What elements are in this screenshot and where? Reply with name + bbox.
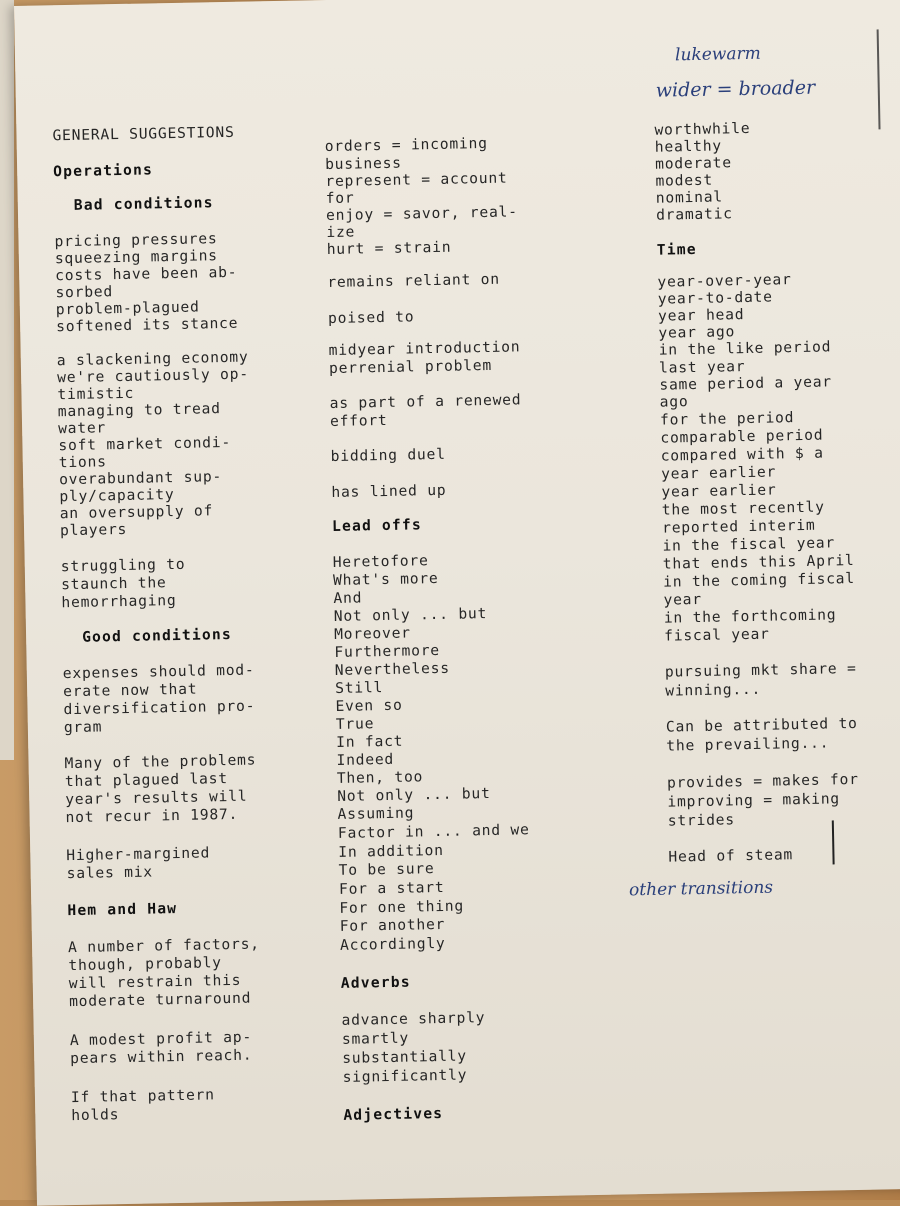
margin-pencil-line [877,29,881,129]
text-line: that plagued last [64,770,229,791]
text-line: effort [329,411,388,431]
text-line: healthy [654,137,723,156]
section-heading: Lead offs [331,516,423,535]
text-line: in the forthcoming [663,606,837,627]
text-line: sorbed [55,283,114,302]
text-line: strides [667,811,736,830]
text-line: dramatic [655,205,733,224]
text-line: remains reliant on [327,270,501,292]
text-line: Moreover [333,624,411,643]
text-line: will restrain this [68,971,242,993]
text-line: problem-plagued [55,298,200,319]
text-line: year-over-year [657,271,792,291]
text-line: staunch the [60,574,167,594]
text-line: And [333,589,363,607]
text-line: What's more [332,569,439,589]
text-line: orders = incoming [324,134,488,156]
text-line: Not only ... but [333,605,488,625]
text-line: ize [326,223,356,242]
text-line: hurt = strain [326,238,452,259]
text-line: To be sure [338,860,435,879]
text-line: has lined up [331,481,447,501]
text-line: year's results will [65,787,248,809]
text-line: an oversupply of [59,502,214,523]
text-line: soft market condi- [58,433,232,455]
text-line: in the fiscal year [662,534,836,555]
text-line: Not only ... but [337,784,491,805]
text-line: managing to tread [57,400,221,421]
text-line: pricing pressures [54,230,218,251]
section-heading: Bad conditions [53,194,214,215]
text-line: Assuming [337,804,415,823]
text-line: though, probably [68,954,222,975]
handwritten-note-other-transitions: other transitions [628,877,774,901]
text-line: ply/capacity [59,486,175,506]
text-line: significantly [342,1066,468,1086]
text-line: year earlier [660,463,777,483]
text-line: GENERAL SUGGESTIONS [52,123,235,145]
text-line: comparable period [660,426,824,447]
underlying-sheet [0,0,14,760]
text-line: in the coming fiscal [663,569,856,591]
text-line: Nevertheless [334,659,451,679]
text-line: Many of the problems [64,751,257,773]
text-line: Higher-margined [66,844,211,865]
text-line: poised to [327,308,415,328]
text-line: In addition [338,841,444,861]
text-line: True [335,715,375,733]
text-line: Furthermore [334,641,441,661]
section-heading: Good conditions [61,625,233,647]
section-heading: Adjectives [343,1104,444,1124]
text-line: enjoy = savor, real- [325,203,518,225]
text-line: sales mix [66,863,154,883]
text-line: Indeed [336,750,395,769]
text-line: Accordingly [339,934,446,954]
text-line: the most recently [661,498,825,519]
text-line: erate now that [63,680,198,701]
text-line: A number of factors, [67,935,260,957]
text-line: advance sharply [341,1009,486,1029]
text-line: A modest profit ap- [69,1028,253,1050]
text-line: costs have been ab- [55,263,238,285]
text-line: a slackening economy [56,348,249,370]
text-line: overabundant sup- [58,468,223,489]
text-line: expenses should mod- [62,661,255,683]
text-line: year [663,590,703,609]
text-line: holds [71,1106,120,1125]
text-line: tions [58,453,107,472]
text-line: timistic [57,384,135,404]
text-line: reported interim [661,516,816,537]
text-line: Can be attributed to [665,714,858,736]
text-line: the prevailing... [666,734,830,755]
text-line: moderate turnaround [68,989,252,1011]
text-line: pears within reach. [70,1046,253,1068]
text-line: as part of a renewed [329,391,522,413]
text-line: compared with $ a [660,444,824,465]
text-line: we're cautiously op- [56,365,250,387]
document-page [14,0,900,1206]
text-line: Then, too [336,768,424,787]
text-line: same period a year [659,373,833,394]
text-line: Even so [335,696,403,715]
text-line: midyear introduction [328,338,521,360]
text-line: struggling to [60,555,186,576]
text-line: improving = making [667,790,841,811]
text-line: hemorrhaging [61,591,177,612]
text-line: Head of steam [668,846,794,866]
handwritten-note-lukewarm: lukewarm [674,43,761,66]
section-heading: Adverbs [340,973,411,992]
text-line: softened its stance [56,314,239,336]
handwritten-note-wider-broader: wider = broader [655,76,816,102]
section-heading: Time [656,240,697,259]
text-line: perrenial problem [328,356,493,378]
text-line: represent = account [325,169,508,191]
text-line: nominal [655,188,724,207]
text-line: for [325,189,355,208]
text-line: year ago [658,323,736,342]
text-line: gram [63,718,103,737]
text-line: that ends this April [662,551,855,573]
text-line: year earlier [661,481,777,501]
text-line: last year [658,358,746,377]
text-line: year head [657,306,745,325]
text-line: bidding duel [330,445,446,466]
text-line: not recur in 1987. [65,805,239,827]
text-line: modest [655,171,714,190]
text-line: For another [339,915,446,935]
text-line: pursuing mkt share = [664,659,857,681]
text-line: squeezing margins [54,247,218,268]
text-line: players [59,520,128,540]
text-line: Factor in ... and we [337,821,530,842]
text-line: Still [334,679,384,697]
text-line: If that pattern [70,1086,215,1107]
section-heading: Operations [53,161,154,181]
text-line: diversification pro- [63,697,256,719]
text-line: In fact [336,732,404,751]
text-line: winning... [665,680,762,700]
text-line: ago [659,393,689,411]
text-line: Heretofore [332,552,429,571]
text-line: For a start [338,878,445,898]
text-line: For one thing [339,897,465,917]
text-line: provides = makes for [666,770,859,792]
text-line: in the like period [658,338,832,359]
pen-mark [832,820,835,864]
text-line: for the period [659,409,795,429]
text-line: fiscal year [664,625,770,645]
section-heading: Hem and Haw [67,900,178,920]
text-line: business [324,154,402,174]
text-line: substantially [342,1047,468,1067]
text-line: moderate [654,154,733,173]
text-line: year-to-date [657,288,773,308]
text-line: smartly [341,1029,410,1048]
text-line: worthwhile [654,119,751,139]
text-line: water [57,419,107,438]
